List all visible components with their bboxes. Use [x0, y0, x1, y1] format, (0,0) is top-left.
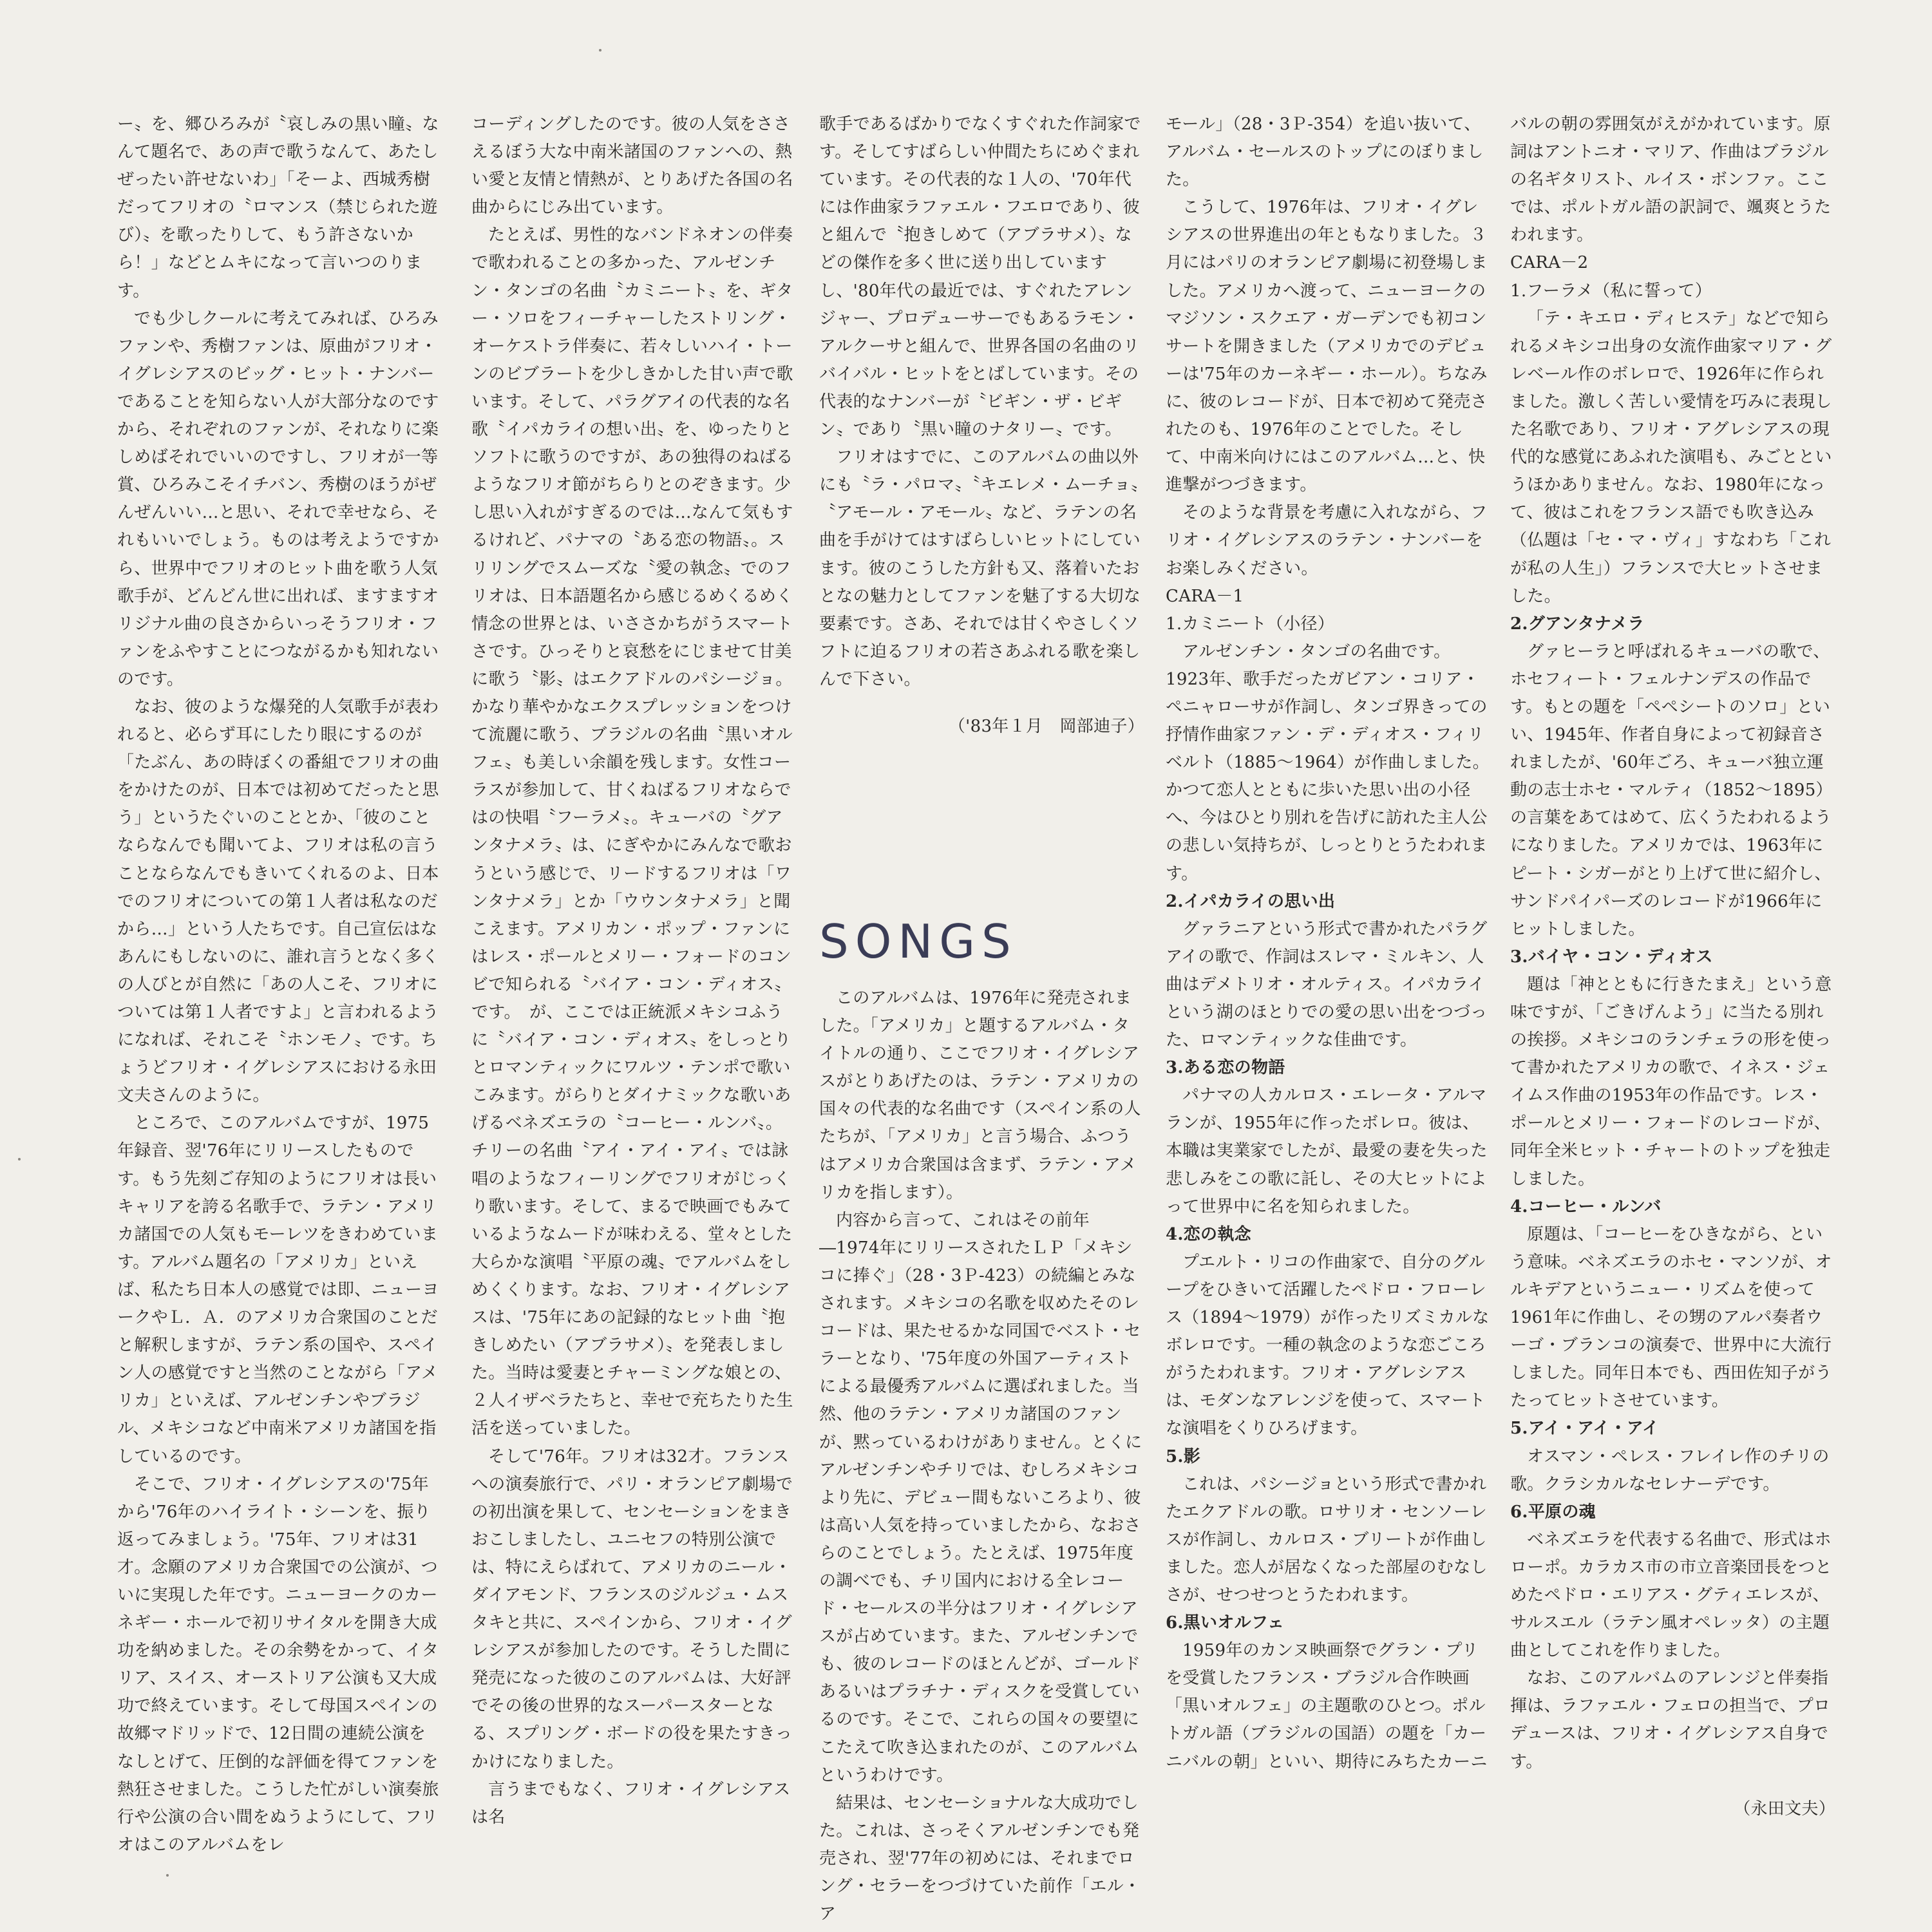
paragraph: そこで、フリオ・イグレシアスの'75年から'76年のハイライト・シーンを、振り返ってみましょう。'75年、フリオは31才。念願のアメリカ合衆国での公演が、ついに実現した年です。ニューヨークのカーネギー・ホールで初リサイタルを開き大成功を納めました。その余勢をかって、イタリア、スイス、オーストリア公演も又大成功で終えています。そして母国スペインの故郷マドリッドで、12日間の連続公演をなしとげて、圧倒的な評価を得てファンを熱狂させました。こうした忙がしい演奏旅行や公演の合い間をぬうようにして、フリオはこのアルバムをレ: [117, 1474, 439, 1855]
song-title: 1.フーラメ（私に誓って）: [1510, 281, 1712, 301]
paragraph: フリオはすでに、このアルバムの曲以外にも〝ラ・パロマ〟〝キエレメ・ムーチョ〟〝アモール・アモール〟など、ラテンの名曲を手がけてはすばらしいヒットにしています。彼のこうした方針も又、落着いたおとなの魅力としてファンを魅了する大切な要素です。さあ、それでは甘くやさしくソフトに迫るフリオの若さあふれる歌を楽しんで下さい。: [819, 448, 1141, 689]
author-credit: （'83年１月 岡部迪子）: [948, 716, 1144, 736]
paper-speck: [166, 1874, 169, 1877]
paper-speck: [18, 1158, 21, 1160]
paragraph: モール」（28・3Ｐ-354）を追い抜いて、アルバム・セールスのトップにのぼりました。: [1166, 115, 1484, 190]
song-description: プエルト・リコの作曲家で、自分のグループをひきいて活躍したペドロ・フローレス（1894～1979）が作ったリズミカルなボレロです。一種の執念のような恋ごころがうたわれます。フリオ・アグレシアスは、モダンなアレンジを使って、スマートな演唱をくりひろげます。: [1166, 1252, 1490, 1439]
text-column-2: [471, 111, 797, 1832]
song-title: 4.恋の執念: [1166, 1224, 1251, 1244]
song-description: 「テ・キエロ・ディヒステ」などで知られるメキシコ出身の女流作曲家マリア・グレベール作のボレロで、1926年に作られました。激しく苦しい愛情を巧みに表現した名歌であり、フリオ・アグレシアスの現代的な感覚にあふれた演唱も、みごとというほかありません。なお、1980年になって、彼はこれをフランス語でも吹き込み（仏題は「セ・マ・ヴィ」すなわち「これが私の人生」）フランスで大ヒットさせました。: [1510, 308, 1832, 606]
song-title: 4.コーヒー・ルンバ: [1510, 1197, 1662, 1217]
paragraph: そして'76年。フリオは32才。フランスへの演奏旅行で、パリ・オランピア劇場での初出演を果して、センセーションをまきおこしましたし、ユニセフの特別公演では、特にえらばれて、アメリカのニール・ダイアモンド、フランスのジルジュ・ムスタキと共に、スペインから、フリオ・イグレシアスが参加したのです。そうした間に発売になった彼のこのアルバムは、大好評でその後の世界的なスーパースターとなる、スプリング・ボードの役を果たすきっかけになりました。: [471, 1446, 793, 1772]
paragraph: ところで、このアルバムですが、1975年録音、翌'76年にリリースしたものです。もう先刻ご存知のようにフリオは長いキャリアを誇る名歌手で、ラテン・アメリカ諸国での人気もモーレツをきわめています。アルバム題名の「アメリカ」といえば、私たち日本人の感覚では即、ニューヨークやＬ．Ａ．のアメリカ合衆国のことだと解釈しますが、ラテン系の国や、スペイン人の感覚ですと当然のことながら「アメリカ」といえば、アルゼンチンやブラジル、メキシコなど中南米アメリカ諸国を指しているのです。: [117, 1113, 439, 1466]
text-column-5: [1510, 111, 1835, 1823]
song-description: これは、パシージョという形式で書かれたエクアドルの歌。ロサリオ・センソーレスが作詞し、カルロス・ブリートが作曲しました。恋人が居なくなった部屋のむなしさが、せつせつとうたわれます。: [1166, 1474, 1488, 1605]
paragraph: 結果は、センセーショナルな大成功でした。これは、さっそくアルゼンチンでも発売され、翌'77年の初めには、それまでロング・セラーをつづけていた前作「エル・ア: [819, 1793, 1141, 1924]
paragraph: そのような背景を考慮に入れながら、フリオ・イグレシアスのラテン・ナンバーをお楽しみください。: [1166, 503, 1488, 578]
song-description: 1959年のカンヌ映画祭でグラン・プリを受賞したフランス・ブラジル合作映画「黒いオルフェ」の主題歌のひとつ。ポルトガル語（ブラジルの国語）の題を「カーニバルの朝」といい、期待にみちたカーニ: [1166, 1641, 1488, 1772]
paragraph: このアルバムは、1976年に発売されました。「アメリカ」と題するアルバム・タイトルの通り、ここでフリオ・イグレシアスがとりあげたのは、ラテン・アメリカの国々の代表的な名曲です（スペイン系の人たちが、「アメリカ」と言う場合、ふつうはアメリカ合衆国は含まず、ラテン・アメリカを指します）。: [819, 989, 1141, 1202]
song-title: 1.カミニート（小径）: [1166, 614, 1335, 634]
song-title: 5.影: [1166, 1446, 1201, 1466]
song-description: ベネズエラを代表する名曲で、形式はホローポ。カラカス市の市立音楽団長をつとめたペドロ・エリアス・グティエレスが、サルスエル（ラテン風オペレッタ）の主題曲としてこれを作りました。: [1510, 1530, 1832, 1661]
song-description: 原題は、「コーヒーをひきながら、という意味。ベネズエラのホセ・マンソが、オルキデアというニュー・リズムを使って1961年に作曲し、その甥のアルパ奏者ウーゴ・ブランコの演奏で、世界中に大流行しました。同年日本でも、西田佐知子がうたってヒットさせています。: [1510, 1224, 1832, 1411]
paragraph: なお、このアルバムのアレンジと伴奏指揮は、ラファエル・フェロの担当で、プロデュースは、フリオ・イグレシアス自身です。: [1510, 1669, 1831, 1772]
song-description: アルゼンチン・タンゴの名曲です。1923年、歌手だったガビアン・コリア・ペニャローサが作詞し、タンゴ界きっての抒情作曲家ファン・デ・ディオス・フィリベルト（1885～1964）が作曲しました。かつて恋人とともに歩いた思い出の小径へ、今はひとり別れを告げに訪れた主人公の悲しい気持ちが、しっとりとうたわれます。: [1166, 641, 1490, 884]
side-label: CARA－1: [1166, 586, 1244, 606]
text-column-1: [117, 111, 442, 1859]
text-column-4: [1166, 111, 1491, 1776]
song-description: 題は「神とともに行きたまえ」という意味ですが、「ごきげんよう」に当たる別れの挨拶。メキシコのランチェラの形を使って書かれたアメリカの歌で、イネス・ジェイムス作曲の1953年の作品です。レス・ポールとメリー・フォードのレコードが、同年全米ヒット・チャートのトップを独走しました。: [1510, 974, 1832, 1189]
song-title: 6.平原の魂: [1510, 1502, 1596, 1522]
song-title: 6.黒いオルフェ: [1166, 1613, 1285, 1633]
song-title: 2.グアンタナメラ: [1510, 614, 1645, 634]
paragraph: 言うまでもなく、フリオ・イグレシアスは名: [471, 1779, 791, 1827]
paragraph: コーディングしたのです。彼の人気をささえるぼう大な中南米諸国のファンへの、熱い愛と友情と情熱が、とりあげた各国の名曲からにじみ出ています。: [471, 115, 793, 218]
songs-section: [819, 913, 1144, 1928]
song-description: グァヒーラと呼ばれるキューバの歌で、ホセフィート・フェルナンデスの作品です。もとの題を「ペペシートのソロ」といい、1945年、作者自身によって初録音されましたが、'60年ごろ、キューバ独立運動の志士ホセ・マルティ（1852～1895）の言葉をあてはめて、広くうたわれるようになりました。アメリカでは、1963年にピート・シガーがとり上げて世に紹介し、サンドパイパーズのレコードが1966年にヒットしました。: [1510, 641, 1833, 939]
paragraph: 歌手であるばかりでなくすぐれた作詞家です。そしてすばらしい仲間たちにめぐまれています。その代表的な１人の、'70年代には作曲家ラファエル・フエロであり、彼と組んで〝抱きしめて（アブラサメ）〟などの傑作を多く世に送り出していますし、'80年代の最近では、すぐれたアレンジャー、プロデューサーでもあるラモン・アルクーサと組んで、世界各国の名曲のリバイバル・ヒットをとばしています。その代表的なナンバーが〝ビギン・ザ・ビギン〟であり〝黒い瞳のナタリー〟です。: [819, 115, 1141, 440]
author-credit: （永田文夫）: [1734, 1799, 1835, 1819]
song-description: グァラニアという形式で書かれたパラグアイの歌で、作詞はスレマ・ミルキン、人曲はデメトリオ・オルティス。イパカライという湖のほとりでの愛の思い出をつづった、ロマンティックな佳曲です。: [1166, 919, 1488, 1050]
side-label: CARA－2: [1510, 253, 1589, 273]
text-column-3: [819, 111, 1144, 1924]
paper-speck: [599, 49, 601, 52]
paragraph: でも少しクールに考えてみれば、ひろみファンや、秀樹ファンは、原曲がフリオ・イグレシアスのビッグ・ヒット・ナンバーであることを知らない人が大部分なのですから、それぞれのファンが、それなりに楽しめばそれでいいのですし、フリオが一等賞、ひろみこそイチバン、秀樹のほうがぜんぜんいい…と思い、それで幸せなら、それもいいでしょう。ものは考えようですから、世界中でフリオのヒット曲を歌う人気歌手が、どんどん世に出れば、ますますオリジナル曲の良さからいっそうフリオ・ファンをふやすことにつながるかも知れないのです。: [117, 308, 439, 689]
paragraph: なお、彼のような爆発的人気歌手が表われると、必らず耳にしたり眼にするのが「たぶん、あの時ぼくの番組でフリオの曲をかけたのが、日本では初めてだったと思う」というたぐいのこととか、「彼のことならなんでも聞いてよ、フリオは私の言うことならなんでもきいてくれるのよ、日本でのフリオについての第１人者は私なのだから…」という人たちです。自己宣伝はなあんにもしないのに、誰れ言うとなく多くの人びとが自然に「あの人こそ、フリオについては第１人者ですよ」と言われるようになれば、それこそ〝ホンモノ〟です。ちょうどフリオ・イグレシアスにおける永田文夫さんのように。: [117, 697, 439, 1106]
song-description: パナマの人カルロス・エレータ・アルマランが、1955年に作ったボレロ。彼は、本職は実業家でしたが、最愛の妻を失った悲しみをこの歌に託し、その大ヒットによって世界中に名を知られました。: [1166, 1086, 1488, 1217]
paragraph: ー〟を、郷ひろみが〝哀しみの黒い瞳〟なんて題名で、あの声で歌うなんて、あたしぜったい許せないわ」「そーよ、西城秀樹だってフリオの〝ロマンス（禁じられた遊び）〟を歌ったりして、もう許さないから！」などとムキになって言いつのります。: [117, 115, 439, 301]
song-title: 2.イパカライの思い出: [1166, 891, 1336, 911]
song-description: オスマン・ペレス・フレイレ作のチリの歌。クラシカルなセレナーデです。: [1510, 1446, 1830, 1494]
paragraph: バルの朝の雰囲気がえがかれています。原詞はアントニオ・マリア、作曲はブラジルの名ギタリスト、ルイス・ボンファ。ここでは、ポルトガル語の訳詞で、颯爽とうたわれます。: [1510, 115, 1832, 245]
song-title: 3.ある恋の物語: [1166, 1058, 1285, 1078]
paragraph: こうして、1976年は、フリオ・イグレシアスの世界進出の年ともなりました。３月にはパリのオランピア劇場に初登場しました。アメリカへ渡って、ニューヨークのマジソン・スクエア・ガーデンでも初コンサートを開きました（アメリカでのデビューは'75年のカーネギー・ホール）。ちなみに、彼のレコードが、日本で初めて発売されたのも、1976年のことでした。そして、中南米向けにはこのアルバム…と、快進撃がつづきます。: [1166, 198, 1488, 495]
song-title: 3.バイヤ・コン・ディオス: [1510, 947, 1713, 967]
paragraph: 内容から言って、これはその前年―1974年にリリースされたＬＰ「メキシコに捧ぐ」（28・3Ｐ-423）の続編とみなされます。メキシコの名歌を収めたそのレコードは、果たせるかな同国でベスト・セラーとなり、'75年度の外国アーティストによる最優秀アルバムに選ばれました。当然、他のラテン・アメリカ諸国のファンが、黙っているわけがありません。とくにアルゼンチンやチリでは、むしろメキシコより先に、デビュー間もないころより、彼は高い人気を持っていましたから、なおさらのことでしょう。たとえば、1975年度の調べでも、チリ国内における全レコード・セールスの半分はフリオ・イグレシアスが占めています。また、アルゼンチンでも、彼のレコードのほとんどが、ゴールドあるいはプラチナ・ディスクを受賞しているのです。そこで、これらの国々の要望にこたえて吹き込まれたのが、このアルバムというわけです。: [819, 1210, 1142, 1785]
song-title: 5.アイ・アイ・アイ: [1510, 1419, 1660, 1439]
songs-heading: SONGS: [819, 914, 1018, 969]
paragraph: たとえば、男性的なバンドネオンの伴奏で歌われることの多かった、アルゼンチン・タンゴの名曲〝カミニート〟を、ギター・ソロをフィーチャーしたストリング・オーケストラ伴奏に、若々しいハイ・トーンのビブラートを少しきかした甘い声で歌います。そして、パラグアイの代表的な名歌〝イパカライの想い出〟を、ゆったりとソフトに歌うのですが、あの独得のねばるようなフリオ節がちらりとのぞきます。少し思い入れがすぎるのでは…なんて気もするけれど、パナマの〝ある恋の物語〟。スリリングでスムーズな〝愛の執念〟でのフリオは、日本語題名から感じるめくるめく情念の世界とは、いささかちがうスマートさです。ひっそりと哀愁をにじませて甘美に歌う〝影〟はエクアドルのパシージョ。かなり華やかなエクスプレッションをつけて流麗に歌う、ブラジルの名曲〝黒いオルフェ〟も美しい余韻を残します。女性コーラスが参加して、甘くねばるフリオならではの快唱〝フーラメ〟。キューバの〝グアンタナメラ〟は、にぎやかにみんなで歌おうという感じで、リードするフリオは「ワンタナメラ」とか「ウウンタナメラ」と聞こえます。アメリカン・ポップ・ファンにはレス・ポールとメリー・フォードのコンビで知られる〝バイア・コン・ディオス〟です。 が、ここでは正統派メキシコふうに〝バイア・コン・ディオス〟をしっとりとロマンティックにワルツ・テンポで歌いこみます。がらりとダイナミックな歌いあげるベネズエラの〝コーヒー・ルンバ〟。チリーの名曲〝アイ・アイ・アイ〟では詠唱のようなフィーリングでフリオがじっくり歌います。そして、まるで映画でもみているようなムードが味わえる、堂々とした大らかな演唱〝平原の魂〟でアルバムをしめくくります。なお、フリオ・イグレシアスは、'75年にあの記録的なヒット曲〝抱きしめたい（アブラサメ）〟を発表しました。当時は愛妻とチャーミングな娘との、２人イザベラたちと、幸せで充ちたりた生活を送っていました。: [471, 225, 793, 1439]
